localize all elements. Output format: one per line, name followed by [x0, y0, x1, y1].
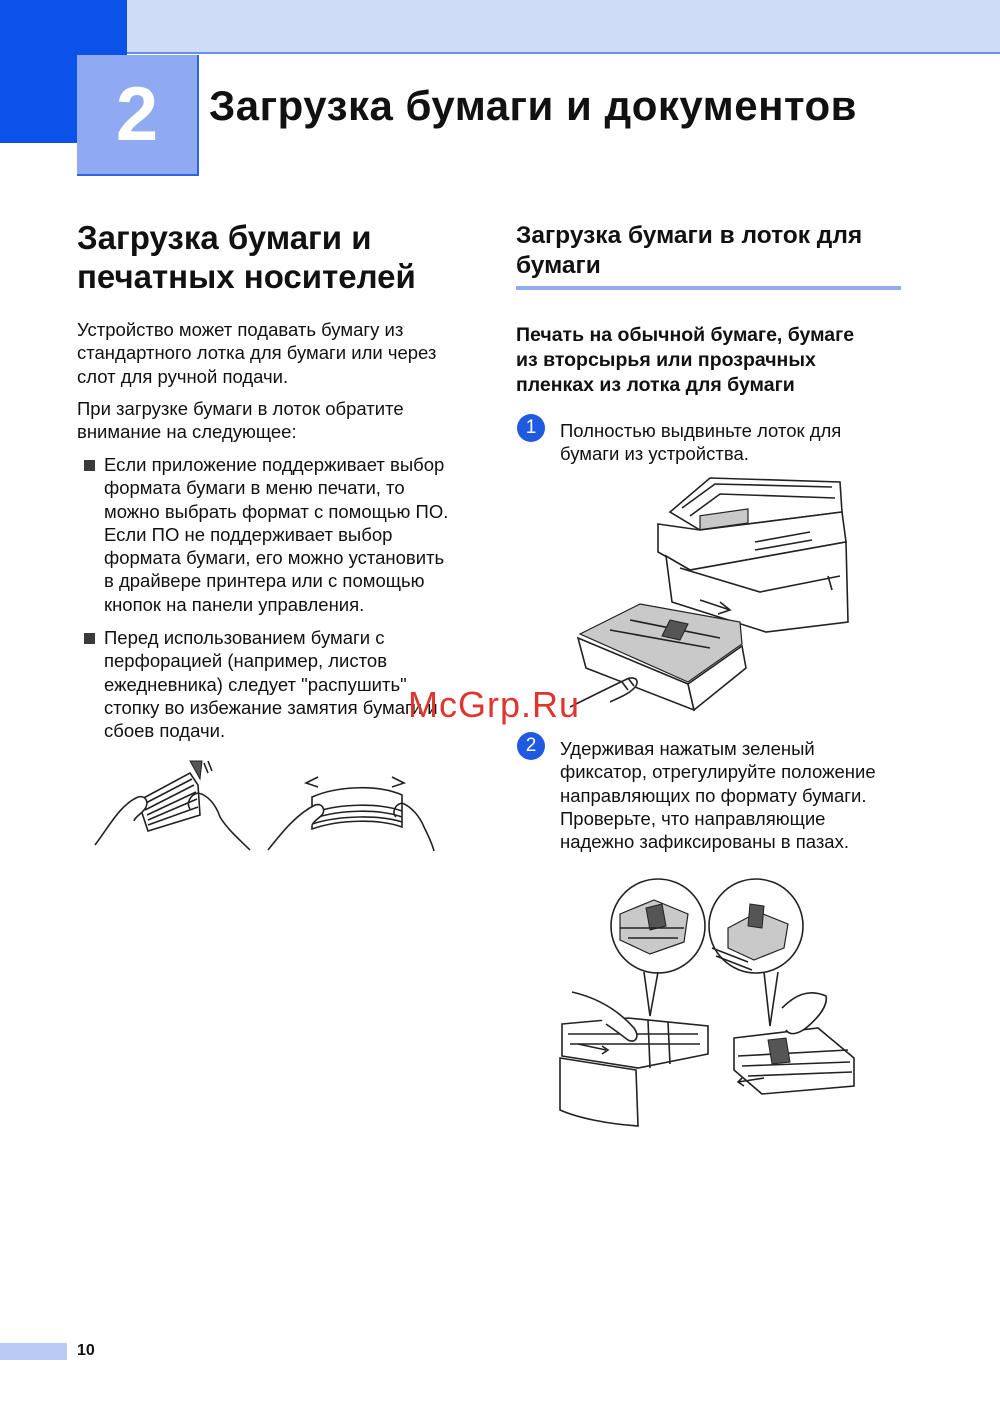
chapter-number: 2 — [77, 55, 199, 176]
printer-icon — [658, 478, 848, 632]
paper-guides-adjust-illustration — [558, 878, 860, 1128]
text-line: Проверьте, что направляющие — [560, 807, 826, 829]
text-line: формата бумаги в меню печати, то — [104, 477, 405, 499]
hands-icon — [95, 761, 250, 850]
step-number-badge: 2 — [517, 732, 545, 760]
hands-icon — [268, 777, 434, 851]
header-strip-rule — [127, 52, 1000, 54]
hand-icon — [570, 678, 637, 707]
section-heading-right-line: бумаги — [516, 252, 601, 279]
subsection-heading-line: из вторсырья или прозрачных — [516, 349, 816, 371]
text-line: перфорацией (например, листов — [104, 650, 388, 672]
text-line: можно выбрать формат с помощью ПО. — [104, 500, 449, 522]
text-line: формата бумаги, его можно установить — [104, 547, 445, 569]
chapter-title: Загрузка бумаги и документов — [209, 82, 857, 129]
footer-bar — [0, 1343, 67, 1360]
intro-paragraph — [77, 318, 477, 388]
bullet-square-icon — [84, 460, 95, 471]
section-heading-left-line: Загрузка бумаги и — [77, 219, 372, 256]
text-line: Устройство может подавать бумагу из — [77, 319, 404, 340]
text-line: слот для ручной подачи. — [77, 365, 289, 387]
text-line: бумаги из устройства. — [560, 443, 749, 465]
text-line: фиксатор, отрегулируйте положение — [560, 761, 876, 783]
section-heading-right — [516, 221, 916, 281]
text-line: сбоев подачи. — [104, 720, 226, 742]
text-line: стандартного лотка для бумаги или через — [77, 342, 437, 364]
text-line: направляющих по формату бумаги. — [560, 784, 867, 806]
text-line: Если ПО не поддерживает выбор — [104, 523, 393, 545]
page-number: 10 — [77, 1342, 95, 1359]
section-heading-rule — [516, 286, 901, 290]
paper-tray-icon — [560, 1018, 854, 1126]
subsection-heading — [516, 323, 906, 398]
step-text — [560, 737, 905, 853]
watermark: McGrp.Ru — [408, 684, 581, 725]
printer-tray-pull-illustration — [570, 472, 860, 717]
step-number-badge: 1 — [517, 414, 545, 442]
paper-fanning-illustration — [90, 755, 435, 855]
text-line: в драйвере принтера или с помощью — [104, 570, 425, 592]
text-line: При загрузке бумаги в лоток обратите — [77, 398, 404, 419]
text-line: Если приложение поддерживает выбор — [104, 454, 445, 475]
text-line: Полностью выдвиньте лоток для — [560, 420, 842, 441]
bullet-item — [77, 626, 464, 742]
zoom-detail-icon — [611, 879, 705, 1016]
section-heading-left — [77, 218, 497, 296]
text-line: надежно зафиксированы в пазах. — [560, 831, 849, 853]
notice-paragraph — [77, 397, 477, 444]
subsection-heading-line: пленках из лотка для бумаги — [516, 374, 795, 396]
step-text — [560, 419, 905, 466]
text-line: ежедневника) следует "распушить" — [104, 673, 407, 695]
bullet-square-icon — [84, 633, 95, 644]
subsection-heading-line: Печать на обычной бумаге, бумаге — [516, 324, 855, 346]
text-line: внимание на следующее: — [77, 421, 297, 443]
section-heading-left-line: печатных носителей — [77, 258, 416, 295]
bullet-item — [77, 453, 464, 616]
text-line: кнопок на панели управления. — [104, 593, 365, 615]
header-strip — [127, 0, 1000, 52]
section-heading-right-line: Загрузка бумаги в лоток для — [516, 222, 863, 249]
text-line: стопку во избежание замятия бумаги и — [104, 696, 438, 718]
text-line: Перед использованием бумаги с — [104, 627, 385, 648]
text-line: Удерживая нажатым зеленый — [560, 738, 815, 759]
